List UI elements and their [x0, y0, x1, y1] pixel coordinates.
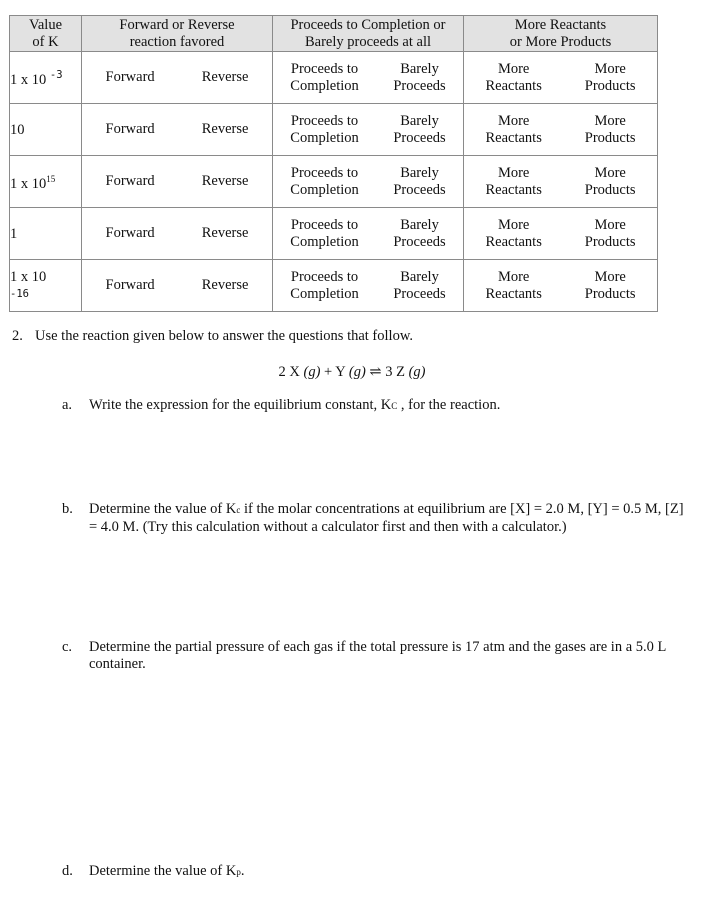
option-reverse[interactable]: Reverse: [201, 69, 249, 85]
table-row: [10, 260, 658, 312]
table-row: [10, 52, 658, 104]
option-barely[interactable]: Barely Proceeds: [393, 112, 446, 146]
k-value: 1: [10, 208, 82, 260]
completion-cell: [273, 208, 464, 260]
k-value: 1 x 10 -16: [10, 260, 82, 312]
option-forward[interactable]: Forward: [105, 277, 155, 293]
option-proceeds[interactable]: Proceeds to Completion: [290, 60, 359, 94]
option-more-reactants[interactable]: More Reactants: [485, 216, 542, 250]
amounts-cell: [464, 52, 658, 104]
k-value: 1 x 10 $^{-3}$: [10, 52, 82, 104]
option-more-reactants[interactable]: More Reactants: [485, 60, 542, 94]
direction-cell: [82, 52, 273, 104]
option-reverse[interactable]: Reverse: [201, 121, 249, 137]
option-more-products[interactable]: More Products: [584, 164, 636, 198]
k-value: 1 x $10^{15}$: [10, 156, 82, 208]
table-row: [10, 104, 658, 156]
amounts-cell: [464, 104, 658, 156]
question-number: 2.: [12, 328, 23, 344]
option-more-products[interactable]: More Products: [584, 268, 636, 302]
direction-cell: [82, 260, 273, 312]
direction-cell: [82, 208, 273, 260]
direction-cell: [82, 104, 273, 156]
header-value-of-k: Value of K: [10, 16, 82, 52]
table-row: [10, 156, 658, 208]
direction-cell: [82, 156, 273, 208]
completion-cell: [273, 52, 464, 104]
table-row: [10, 208, 658, 260]
completion-cell: [273, 156, 464, 208]
reaction-equation: 2 X (g) + Y (g) ⇌ 3 Z (g): [278, 364, 426, 380]
equilibrium-table: [9, 15, 658, 312]
option-forward[interactable]: Forward: [105, 225, 155, 241]
table-header-row: [10, 16, 658, 52]
header-direction: Forward or Reverse reaction favored: [82, 16, 273, 52]
option-proceeds[interactable]: Proceeds to Completion: [290, 164, 359, 198]
option-barely[interactable]: Barely Proceeds: [393, 216, 446, 250]
header-amounts: More Reactants or More Products: [464, 16, 658, 52]
equilibrium-arrow-icon: ⇌: [369, 364, 382, 380]
option-barely[interactable]: Barely Proceeds: [393, 268, 446, 302]
question-prompt: Use the reaction given below to answer the questions that follow.: [35, 328, 413, 344]
header-completion: Proceeds to Completion or Barely proceeds at all: [273, 16, 464, 52]
option-barely[interactable]: Barely Proceeds: [393, 60, 446, 94]
option-more-products[interactable]: More Products: [584, 60, 636, 94]
option-forward[interactable]: Forward: [105, 173, 155, 189]
option-more-reactants[interactable]: More Reactants: [485, 164, 542, 198]
amounts-cell: [464, 208, 658, 260]
option-reverse[interactable]: Reverse: [201, 277, 249, 293]
k-value: 10: [10, 104, 82, 156]
completion-cell: [273, 260, 464, 312]
option-barely[interactable]: Barely Proceeds: [393, 164, 446, 198]
option-proceeds[interactable]: Proceeds to Completion: [290, 112, 359, 146]
option-reverse[interactable]: Reverse: [201, 173, 249, 189]
option-proceeds[interactable]: Proceeds to Completion: [290, 216, 359, 250]
option-forward[interactable]: Forward: [105, 121, 155, 137]
completion-cell: [273, 104, 464, 156]
option-more-reactants[interactable]: More Reactants: [485, 112, 542, 146]
option-forward[interactable]: Forward: [105, 69, 155, 85]
option-more-products[interactable]: More Products: [584, 216, 636, 250]
option-more-reactants[interactable]: More Reactants: [485, 268, 542, 302]
option-reverse[interactable]: Reverse: [201, 225, 249, 241]
amounts-cell: [464, 156, 658, 208]
option-more-products[interactable]: More Products: [584, 112, 636, 146]
amounts-cell: [464, 260, 658, 312]
option-proceeds[interactable]: Proceeds to Completion: [290, 268, 359, 302]
